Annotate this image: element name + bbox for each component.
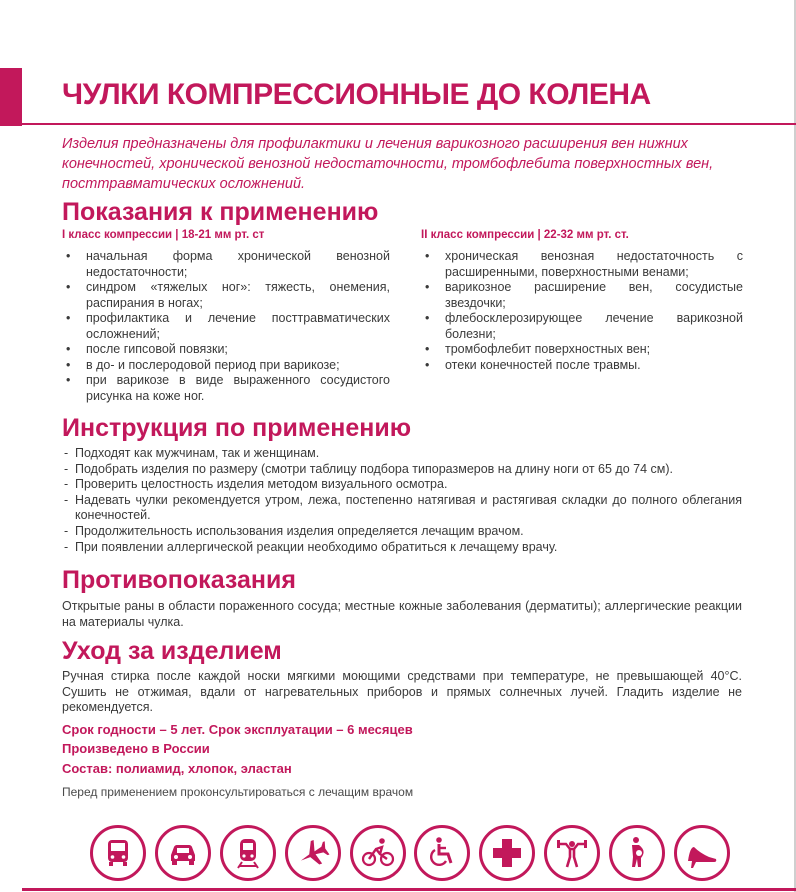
made-in: Произведено в России (62, 741, 210, 756)
list-item: • синдром «тяжелых ног»: тяжесть, онемения, распирания в ногах; (62, 280, 390, 311)
bus-icon (90, 825, 146, 881)
care-text: Ручная стирка после каждой носки мягкими моющими средствами при температуре, не превышающей 40°С. Сушить не отжимая, вдали от нагревательных приборов и прямых солнечных лучей. Гладить изделие не рекомендуется. (62, 669, 742, 715)
list-item: - Продолжительность использования изделия определяется лечащим врачом. (62, 524, 742, 540)
list-item: - Подобрать изделия по размеру (смотри таблицу подбора типоразмеров на длину ноги от 65 до 74 см). (62, 462, 742, 478)
list-item: • варикозное расширение вен, сосудистые звездочки; (421, 280, 743, 311)
list-item: - Подходят как мужчинам, так и женщинам. (62, 446, 742, 462)
list-item: • отеки конечностей после травмы. (421, 358, 743, 374)
cyclist-icon (350, 825, 406, 881)
bottom-divider (22, 888, 796, 891)
instructions-heading: Инструкция по применению (62, 414, 412, 442)
title-accent-bar (0, 68, 22, 126)
list-item: • при варикозе в виде выраженного сосудистого рисунка на коже ног. (62, 373, 390, 404)
composition: Состав: полиамид, хлопок, эластан (62, 761, 292, 776)
airplane-icon (285, 825, 341, 881)
class2-list (421, 249, 743, 373)
train-icon (220, 825, 276, 881)
class1-label: I класс компрессии | 18-21 мм рт. ст (62, 229, 265, 241)
list-item: • в до- и послеродовой период при варикозе; (62, 358, 390, 374)
list-item: - Надевать чулки рекомендуется утром, лежа, постепенно натягивая и растягивая складки до полного облегания конечностей. (62, 493, 742, 524)
contraindications-text: Открытые раны в области пораженного сосуда; местные кожные заболевания (дерматиты); аллергические реакции на материалы чулка. (62, 599, 742, 629)
car-icon (155, 825, 211, 881)
intro-text: Изделия предназначены для профилактики и лечения варикозного расширения вен нижних конечностей, хронической венозной недостаточности, тромбофлебита поверхностных вен, посттравматических осложнений. (62, 136, 714, 192)
shelf-life: Срок годности – 5 лет. Срок эксплуатации – 6 месяцев (62, 722, 413, 737)
wheelchair-icon (414, 825, 470, 881)
consult-note: Перед применением проконсультироваться с лечащим врачом (62, 785, 414, 799)
medical-cross-icon (479, 825, 535, 881)
list-item: - Проверить целостность изделия методом визуального осмотра. (62, 477, 742, 493)
class1-list (62, 249, 390, 404)
list-item: • после гипсовой повязки; (62, 342, 390, 358)
usage-icons (90, 825, 730, 883)
list-item: • флебосклерозирующее лечение варикозной болезни; (421, 311, 743, 342)
list-item: • начальная форма хронической венозной недостаточности; (62, 249, 390, 280)
title-bold: ЧУЛКИ (62, 78, 160, 111)
list-item: - При появлении аллергической реакции необходимо обратиться к лечащему врачу. (62, 540, 742, 556)
list-item: • профилактика и лечение посттравматических осложнений; (62, 311, 390, 342)
care-heading: Уход за изделием (62, 637, 282, 665)
title-divider (22, 123, 796, 125)
pregnant-woman-icon (609, 825, 665, 881)
page-title (62, 78, 651, 112)
instructions-list (62, 446, 742, 555)
indications-heading: Показания к применению (62, 198, 379, 226)
list-item: • тромбофлебит поверхностных вен; (421, 342, 743, 358)
high-heel-icon (674, 825, 730, 881)
title-rest: КОМПРЕССИОННЫЕ ДО КОЛЕНА (159, 78, 651, 111)
list-item: • хроническая венозная недостаточность с расширенными, поверхностными венами; (421, 249, 743, 280)
class2-label: II класс компрессии | 22-32 мм рт. ст. (421, 229, 629, 241)
fitness-icon (544, 825, 600, 881)
contraindications-heading: Противопоказания (62, 566, 296, 594)
